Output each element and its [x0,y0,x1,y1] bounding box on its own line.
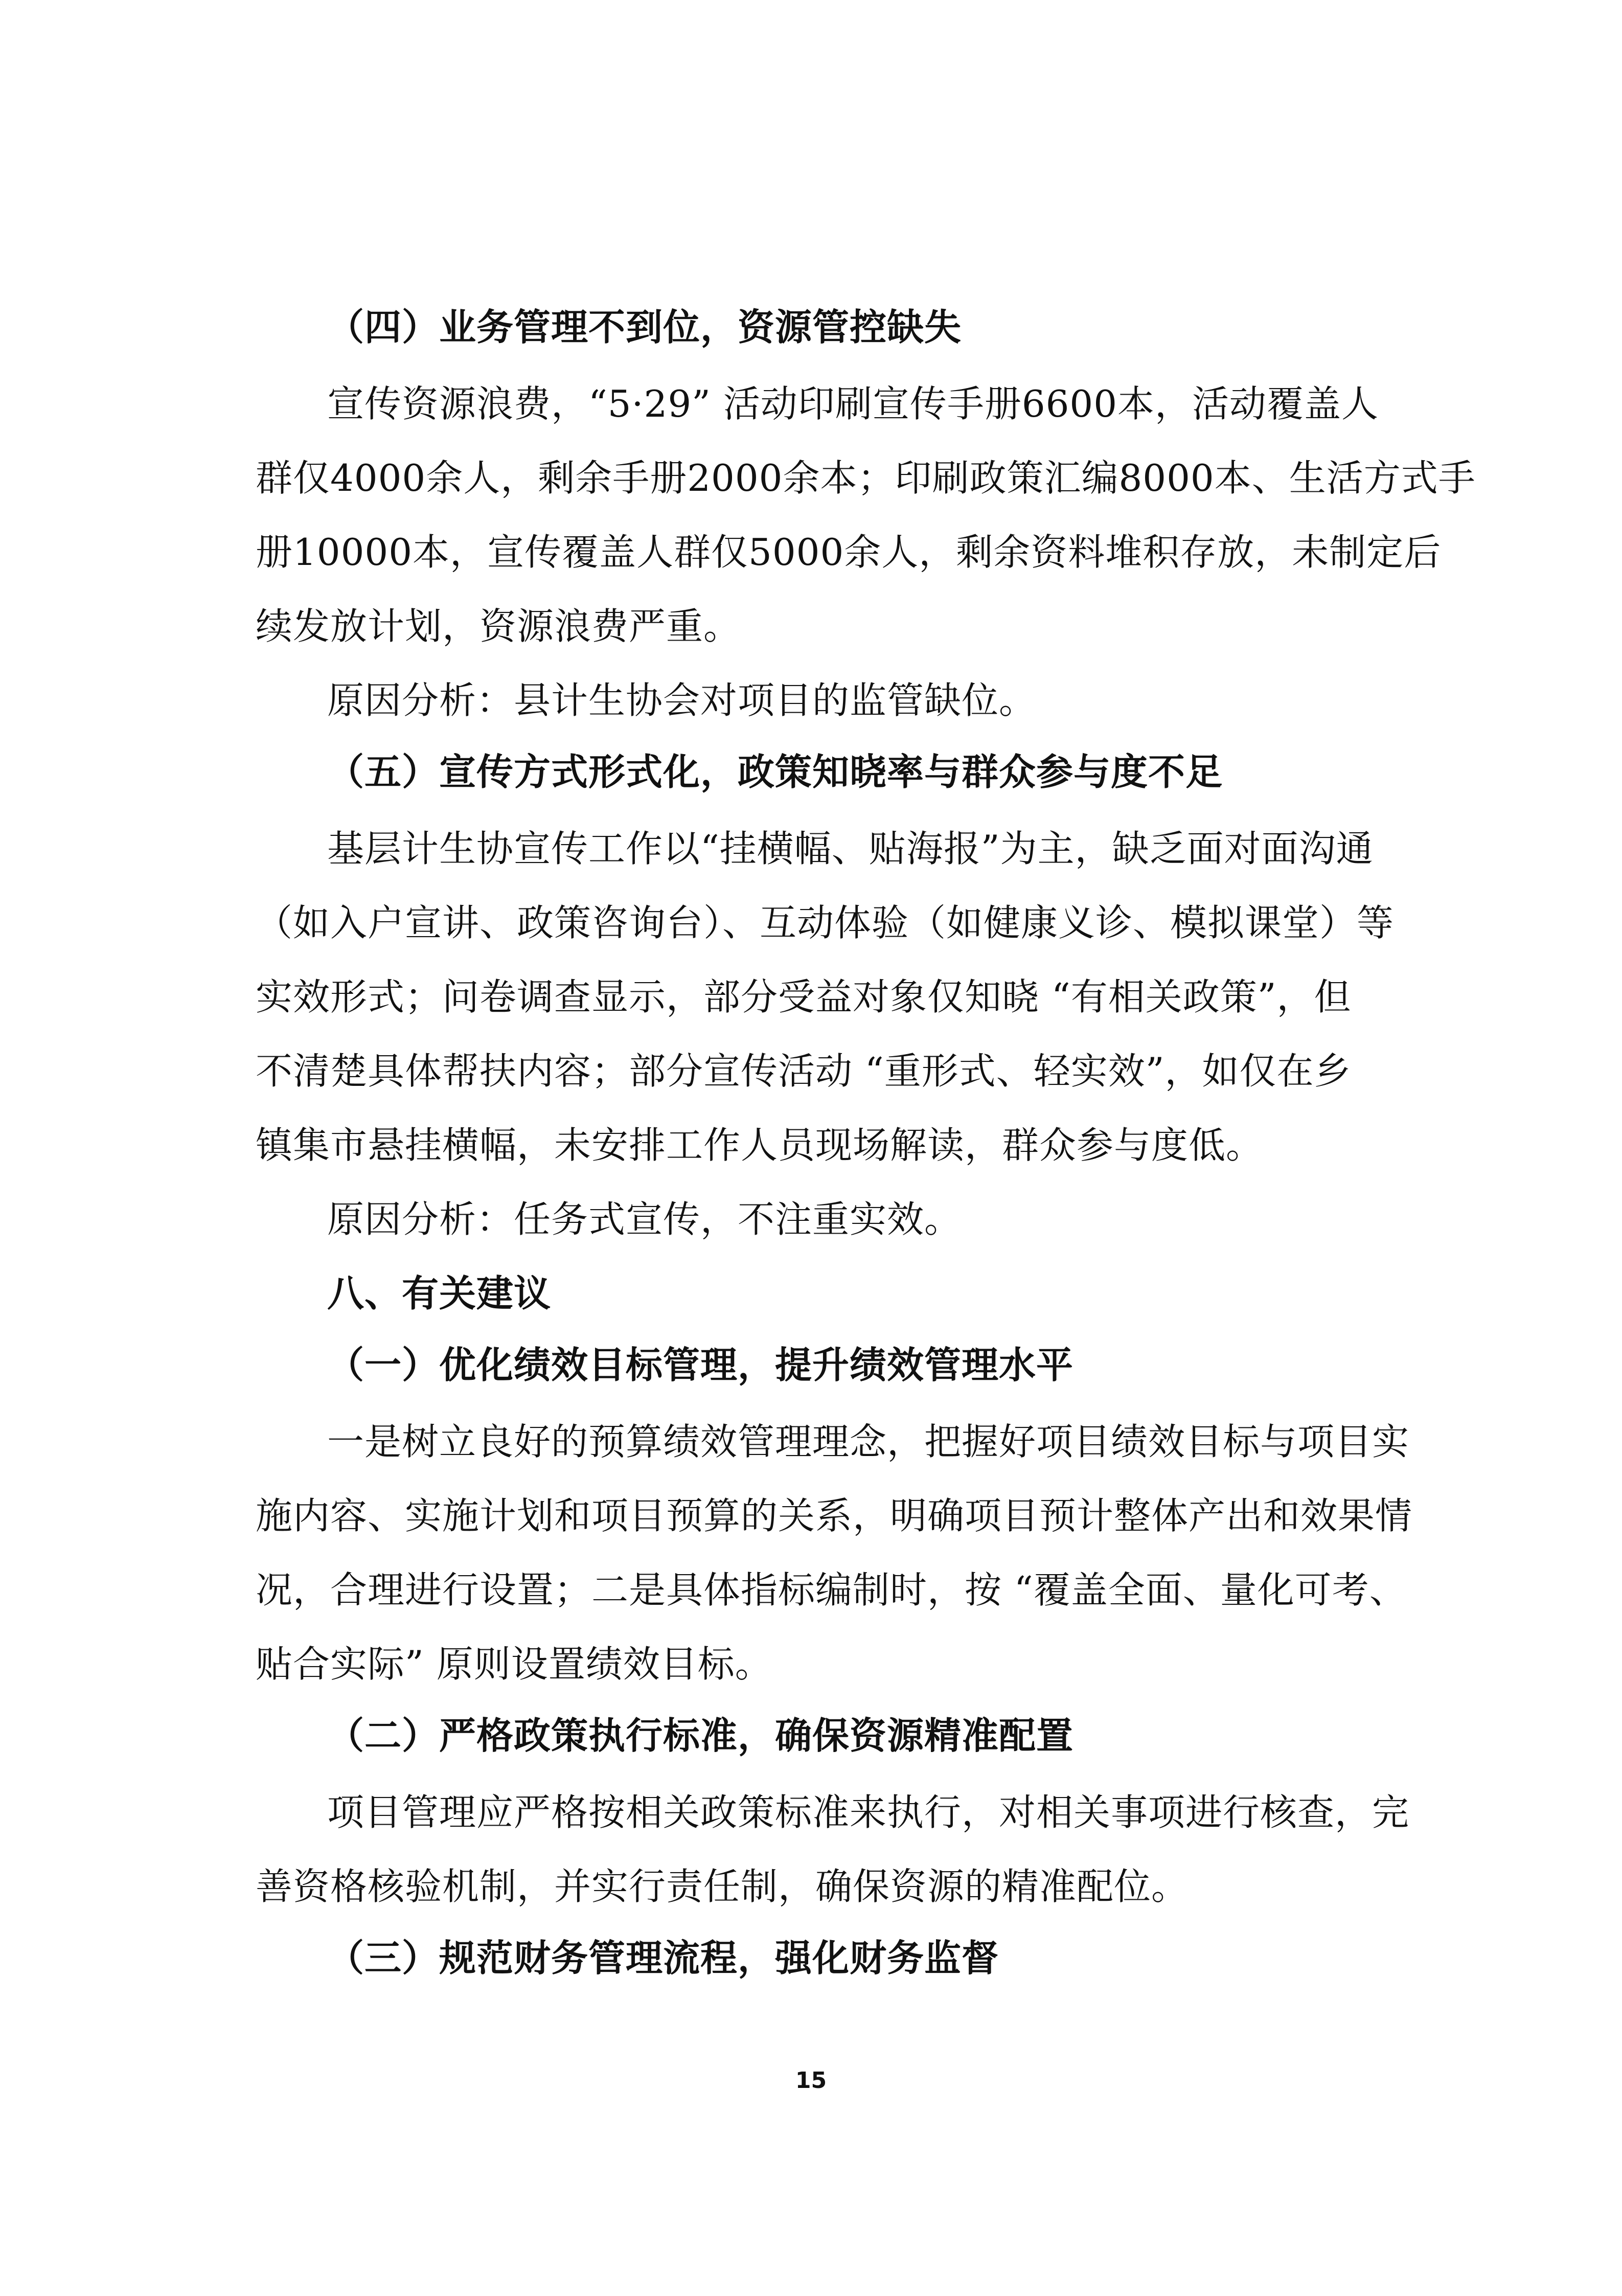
paragraph-line: 项目管理应严格按相关政策标准来执行，对相关事项进行核查，完 [327,1791,1410,1834]
section-heading-4: （四）业务管理不到位，资源管控缺失 [327,306,962,349]
paragraph-line: 镇集市悬挂横幅，未安排工作人员现场解读，群众参与度低。 [256,1124,1264,1167]
analysis-line: 原因分析：县计生协会对项目的监管缺位。 [327,679,1037,722]
chapter-heading: 八、有关建议 [327,1272,552,1315]
paragraph-line: 善资格核验机制，并实行责任制，确保资源的精准配位。 [256,1865,1189,1908]
paragraph-line: 实效形式；问卷调查显示，部分受益对象仅知晓 “有相关政策”，但 [256,975,1352,1018]
suggestion-heading-3: （三）规范财务管理流程，强化财务监督 [327,1937,999,1980]
paragraph-line: 基层计生协宣传工作以“挂横幅、贴海报”为主，缺乏面对面沟通 [327,827,1374,870]
paragraph-line: 况，合理进行设置；二是具体指标编制时，按 “覆盖全面、量化可考、 [256,1568,1407,1611]
page-number: 15 [795,2067,827,2094]
paragraph-line: 续发放计划，资源浪费严重。 [256,605,741,648]
paragraph-line: 册10000本，宣传覆盖人群仅5000余人，剩余资料堆积存放，未制定后 [256,531,1442,574]
paragraph-line: 不清楚具体帮扶内容；部分宣传活动 “重形式、轻实效”，如仅在乡 [256,1050,1352,1093]
paragraph-line: 施内容、实施计划和项目预算的关系，明确项目预计整体产出和效果情 [256,1494,1413,1537]
paragraph-line: 一是树立良好的预算绩效管理理念，把握好项目绩效目标与项目实 [327,1420,1410,1463]
suggestion-heading-1: （一）优化绩效目标管理，提升绩效管理水平 [327,1344,1074,1386]
paragraph-line: 宣传资源浪费，“5·29” 活动印刷宣传手册6600本，活动覆盖人 [327,382,1379,425]
analysis-line: 原因分析：任务式宣传，不注重实效。 [327,1198,962,1241]
paragraph-line: 群仅4000余人，剩余手册2000余本；印刷政策汇编8000本、生活方式手 [256,457,1476,499]
section-heading-5: （五）宣传方式形式化，政策知晓率与群众参与度不足 [327,751,1223,793]
paragraph-line: 贴合实际” 原则设置绩效目标。 [256,1643,772,1686]
paragraph-line: （如入户宣讲、政策咨询台）、互动体验（如健康义诊、模拟课堂）等 [256,901,1395,944]
suggestion-heading-2: （二）严格政策执行标准，确保资源精准配置 [327,1714,1074,1757]
